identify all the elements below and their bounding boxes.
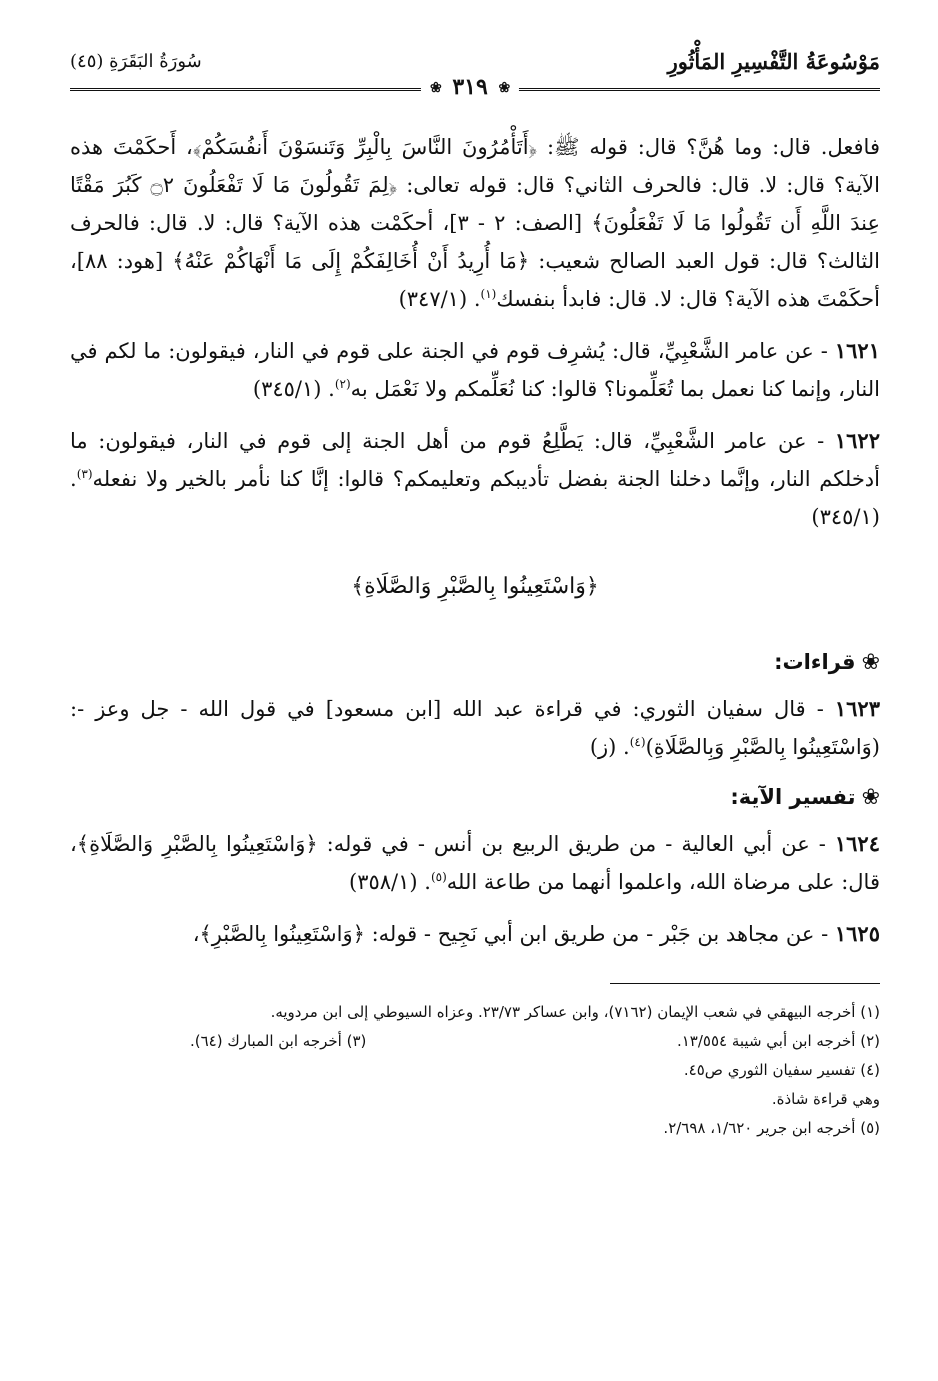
- footnote-3: (٣) أخرجه ابن المبارك (٦٤).: [190, 1032, 367, 1050]
- footnote-4: (٤) تفسير سفيان الثوري ص٤٥.: [683, 1061, 880, 1079]
- volume-reference: (ز): [589, 735, 617, 759]
- footnote-marker: (١): [480, 287, 497, 301]
- section-title: تفسير الآية:: [730, 785, 856, 809]
- flower-icon: ❀: [861, 650, 880, 675]
- footnote-2: (٢) أخرجه ابن أبي شيبة ١٣/٥٥٤.: [676, 1032, 880, 1050]
- paragraph-text: - عن عامر الشَّعْبِيِّ، قال: يَطَّلِعُ قوم من أهل الجنة إلى قوم في النار، فيقولون: ما أدخلكم النار، وإنَّما دخلنا الجنة بفضل تأديبكم وتعليمكم؟ قالوا: إنَّا كنا نأمر بالخير ولا نفعله: [70, 429, 880, 491]
- page-number-box: [421, 72, 519, 103]
- footnote-marker: (٤): [629, 735, 646, 749]
- narration-number: ١٦٢٣: [834, 696, 880, 721]
- page-number: ٣١٩: [452, 74, 488, 100]
- narration-number: ١٦٢١: [834, 338, 880, 363]
- paragraph-1621: ١٦٢١ - عن عامر الشَّعْبِيِّ، قال: يُشرِف قوم في الجنة على قوم في النار، فيقولون: ما لكم في النار، وإنما كنا نعمل بما تُعَلِّمونا؟ قالوا: كنا نُعَلِّمكم ولا نَعْمَل به$^{(٢)}$. (٣٤٥/١): [70, 338, 880, 401]
- paragraph-1624: ١٦٢٤ - عن أبي العالية - من طريق الربيع بن أنس - في قوله: ﴿وَاسْتَعِينُوا بِالصَّبْرِ وَالصَّلَاةِ﴾، قال: على مرضاة الله، واعلموا أنهما من طاعة الله$^{(٥)}$. (٣٥٨/١): [70, 831, 880, 894]
- footnote-4-note: وهي قراءة شاذة.: [771, 1090, 880, 1108]
- narration-number: ١٦٢٤: [834, 831, 880, 856]
- narration-number: ١٦٢٥: [834, 921, 880, 946]
- section-title: قراءات:: [774, 650, 856, 674]
- paragraph-text: - قال سفيان الثوري: في قراءة عبد الله [ابن مسعود] في قول الله - جل وعز -: (وَاسْتَعِينُوا بِالصَّبْرِ وَبِالصَّلَاةِ): [70, 697, 880, 759]
- paragraph-1622: ١٦٢٢ - عن عامر الشَّعْبِيِّ، قال: يَطَّلِعُ قوم من أهل الجنة إلى قوم في النار، فيقولون: ما أدخلكم النار، وإنَّما دخلنا الجنة بفضل تأديبكم وتعليمكم؟ قالوا: إنَّا كنا نأمر بالخير ولا نفعله$^{(٣)}$. (٣٤٥/١): [70, 428, 880, 529]
- main-text: [70, 128, 880, 1143]
- ornament-icon: ❀: [429, 80, 442, 96]
- volume-reference: (٣٤٥/١): [252, 377, 322, 401]
- footnote-row: [70, 1027, 880, 1056]
- book-title: مَوْسُوعَةُ التَّفْسِيرِ المَأْثُورِ: [667, 49, 880, 74]
- narration-number: ١٦٢٢: [834, 428, 880, 453]
- section-heading-readings: [70, 645, 880, 680]
- footnotes: [70, 998, 880, 1143]
- paragraph-text: فافعل. قال: وما هُنَّ؟ قال: قوله ﷺ: ﴿أَتَأْمُرُونَ النَّاسَ بِالْبِرِّ وَتَنسَوْنَ أَنفُسَكُمْ﴾، أَحكَمْتَ هذه الآية؟ قال: لا. قال: فالحرف الثاني؟ قال: قوله تعالى: ﴿لِمَ تَقُولُونَ مَا لَا تَفْعَلُونَ ۝٢ كَبُرَ مَقْتًا عِندَ اللَّهِ أَن تَقُولُوا مَا لَا تَفْعَلُونَ﴾ [الصف: ٢ - ٣]، أحكَمْت هذه الآية؟ قال: لا. قال: فالحرف الثالث؟ قال: قول العبد الصالح شعيب: ﴿مَا أُرِيدُ أَنْ أُخَالِفَكُمْ إِلَى مَا أَنْهَاكُمْ عَنْهُ﴾ [هود: ٨٨]، أحكَمْتَ هذه الآية؟ قال: لا. قال: فابدأ بنفسك: [70, 135, 880, 311]
- paragraph-1623: ١٦٢٣ - قال سفيان الثوري: في قراءة عبد الله [ابن مسعود] في قول الله - جل وعز -: (وَاسْتَعِينُوا بِالصَّبْرِ وَبِالصَّلَاةِ)$^{(٤)}$. (ز): [70, 696, 880, 759]
- paragraph-1625: [70, 915, 880, 953]
- paragraph-text: - عن مجاهد بن جَبْر - من طريق ابن أبي نَجِيح - قوله: ﴿وَاسْتَعِينُوا بِالصَّبْرِ﴾،: [192, 922, 835, 946]
- volume-reference: (٣٤٧/١): [398, 287, 468, 311]
- page: [70, 48, 880, 1143]
- volume-reference: (٣٤٥/١): [811, 505, 880, 529]
- paragraph-continued: فافعل. قال: وما هُنَّ؟ قال: قوله ﷺ: ﴿أَتَأْمُرُونَ النَّاسَ بِالْبِرِّ وَتَنسَوْنَ أَنفُسَكُمْ﴾، أَحكَمْتَ هذه الآية؟ قال: لا. قال: فالحرف الثاني؟ قال: قوله تعالى: ﴿لِمَ تَقُولُونَ مَا لَا تَفْعَلُونَ ۝٢ كَبُرَ مَقْتًا عِندَ اللَّهِ أَن تَقُولُوا مَا لَا تَفْعَلُونَ﴾ [الصف: ٢ - ٣]، أحكَمْت هذه الآية؟ قال: لا. قال: فالحرف الثالث؟ قال: قول العبد الصالح شعيب: ﴿مَا أُرِيدُ أَنْ أُخَالِفَكُمْ إِلَى مَا أَنْهَاكُمْ عَنْهُ﴾ [هود: ٨٨]، أحكَمْتَ هذه الآية؟ قال: لا. قال: فابدأ بنفسك$^{(١)}$. (٣٤٧/١): [70, 135, 880, 311]
- section-heading-tafsir: [70, 780, 880, 815]
- paragraph-text: - عن عامر الشَّعْبِيِّ، قال: يُشرِف قوم في الجنة على قوم في النار، فيقولون: ما لكم في النار، وإنما كنا نعمل بما تُعَلِّمونا؟ قالوا: كنا نُعَلِّمكم ولا نَعْمَل به: [70, 339, 880, 401]
- footnote-marker: (٥): [430, 870, 447, 884]
- ornament-icon: ❀: [498, 80, 511, 96]
- footnote-1: (١) أخرجه البيهقي في شعب الإيمان (٧١٦٢)، وابن عساكر ٢٣/٧٣. وعزاه السيوطي إلى ابن مردويه.: [270, 1003, 880, 1021]
- footnote-marker: (٢): [334, 377, 351, 391]
- volume-reference: (٣٥٨/١): [348, 870, 418, 894]
- footnote-marker: (٣): [76, 467, 93, 481]
- footnote-separator: [610, 983, 880, 984]
- verse-heading: ﴿وَاسْتَعِينُوا بِالصَّبْرِ وَالصَّلَاةِ﴾: [351, 574, 599, 599]
- paragraph-text: - عن أبي العالية - من طريق الربيع بن أنس - في قوله: ﴿وَاسْتَعِينُوا بِالصَّبْرِ وَالصَّلَاةِ﴾، قال: على مرضاة الله، واعلموا أنهما من طاعة الله: [70, 832, 880, 894]
- running-header: [70, 48, 880, 100]
- surah-title: سُورَةُ البَقَرَةِ (٤٥): [70, 51, 202, 72]
- flower-icon: ❀: [861, 785, 880, 810]
- footnote-5: (٥) أخرجه ابن جرير ١/٦٢٠، ٢/٦٩٨.: [663, 1119, 880, 1137]
